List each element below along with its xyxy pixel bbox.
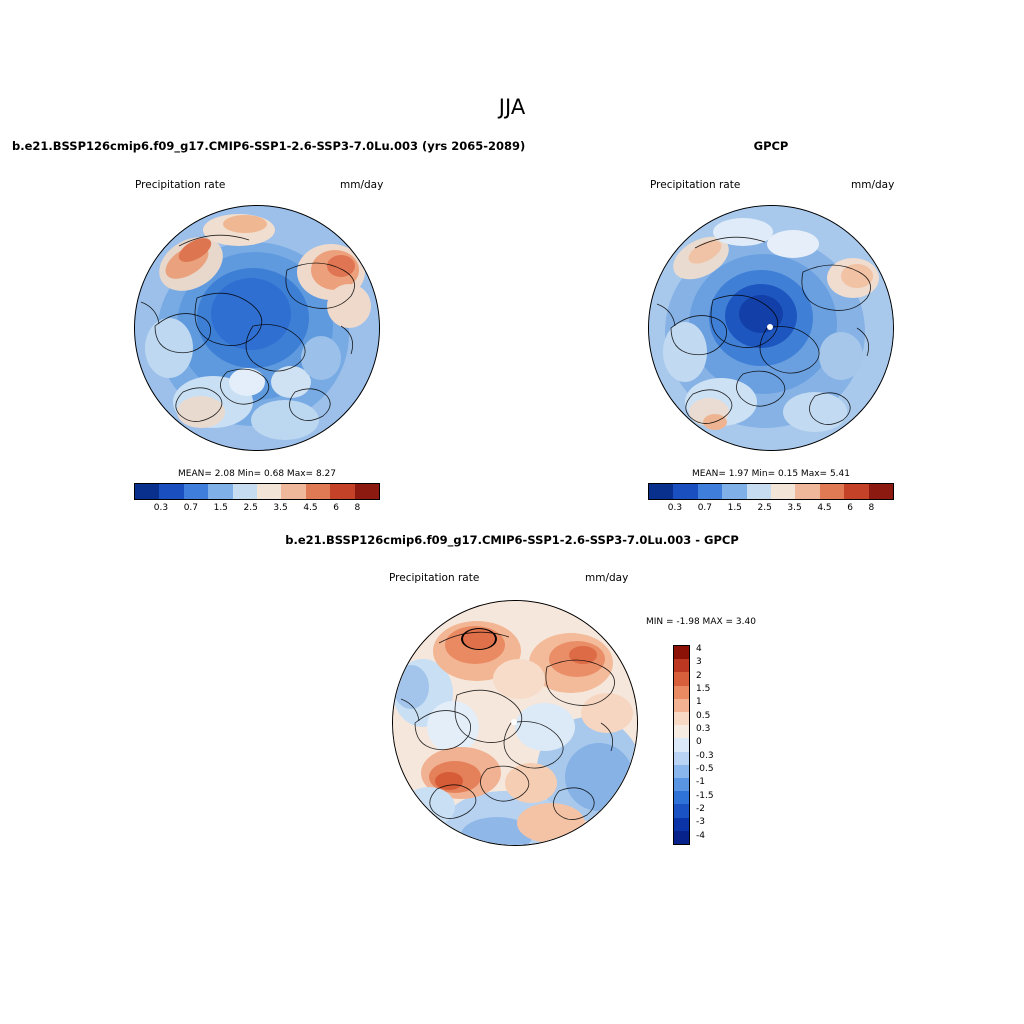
panel-title-model: b.e21.BSSP126cmip6.f09_g17.CMIP6-SSP1-2.6-SSP3-7.0Lu.003 (yrs 2065-2089): [12, 139, 526, 153]
colorbar-model-tick: 1.5: [213, 503, 228, 513]
panel-model-var-label: Precipitation rate: [135, 179, 226, 191]
colorbar-model: [134, 483, 380, 500]
colorbar-model-tick: 8: [354, 503, 361, 513]
colorbar-diff-tick: 3: [696, 657, 702, 668]
colorbar-diff-tick: 1: [696, 697, 702, 708]
colorbar-diff-tick: 1.5: [696, 683, 711, 694]
colorbar-gpcp-tick: 0.3: [667, 503, 683, 513]
polar-map-gpcp: [648, 205, 894, 451]
colorbar-gpcp: [648, 483, 894, 500]
colorbar-model-tick: 6: [333, 503, 339, 513]
colorbar-model-tick: 3.5: [273, 503, 288, 513]
polar-map-model-field: [135, 206, 379, 450]
colorbar-gpcp-tick: 0.7: [697, 503, 713, 513]
colorbar-model-ticks: [146, 503, 368, 513]
panel-diff-var-label: Precipitation rate: [389, 572, 480, 584]
colorbar-diff-tick: 0.3: [696, 723, 711, 734]
colorbar-diff-tick: -4: [696, 830, 705, 841]
colorbar-diff-tick: -3: [696, 817, 705, 828]
polar-map-model: [134, 205, 380, 451]
panel-gpcp-unit-label: mm/day: [851, 179, 895, 191]
colorbar-model-tick: 0.3: [153, 503, 169, 513]
colorbar-gpcp-tick: 1.5: [727, 503, 742, 513]
figure-title: JJA: [498, 95, 526, 119]
colorbar-diff-tick: 2: [696, 670, 702, 681]
colorbar-gpcp-tick: 8: [868, 503, 875, 513]
colorbar-diff-tick: -1.5: [696, 790, 714, 801]
colorbar-model-tick: 0.7: [183, 503, 199, 513]
north-pole-marker-gpcp: [767, 324, 773, 330]
panel-diff-stats: MIN = -1.98 MAX = 3.40: [646, 617, 756, 627]
colorbar-diff-ticks: [696, 645, 714, 845]
colorbar-diff-tick: 0: [696, 737, 702, 748]
colorbar-diff-tick: 4: [696, 644, 702, 654]
colorbar-gpcp-tick: 2.5: [757, 503, 772, 513]
colorbar-diff-tick: -0.3: [696, 750, 714, 761]
colorbar-diff-tick: -1: [696, 777, 705, 788]
panel-model-unit-label: mm/day: [340, 179, 384, 191]
colorbar-diff: [673, 645, 690, 845]
colorbar-model-tick: 2.5: [243, 503, 258, 513]
colorbar-gpcp-tick: 4.5: [817, 503, 832, 513]
panel-model-stats: MEAN= 2.08 Min= 0.68 Max= 8.27: [178, 469, 336, 479]
colorbar-gpcp-ticks: [660, 503, 882, 513]
panel-gpcp-var-label: Precipitation rate: [650, 179, 741, 191]
colorbar-gpcp-tick: 3.5: [787, 503, 802, 513]
polar-map-diff: [392, 600, 638, 846]
colorbar-model-tick: 4.5: [303, 503, 318, 513]
panel-gpcp-stats: MEAN= 1.97 Min= 0.15 Max= 5.41: [692, 469, 850, 479]
panel-title-gpcp: GPCP: [753, 139, 789, 153]
colorbar-diff-tick: 0.5: [696, 710, 711, 721]
north-pole-marker-diff: [511, 719, 517, 725]
colorbar-diff-tick: -0.5: [696, 763, 714, 774]
colorbar-gpcp-tick: 6: [847, 503, 853, 513]
colorbar-diff-tick: -2: [696, 803, 705, 814]
panel-title-diff: b.e21.BSSP126cmip6.f09_g17.CMIP6-SSP1-2.6-SSP3-7.0Lu.003 - GPCP: [285, 533, 739, 547]
panel-diff-unit-label: mm/day: [585, 572, 629, 584]
